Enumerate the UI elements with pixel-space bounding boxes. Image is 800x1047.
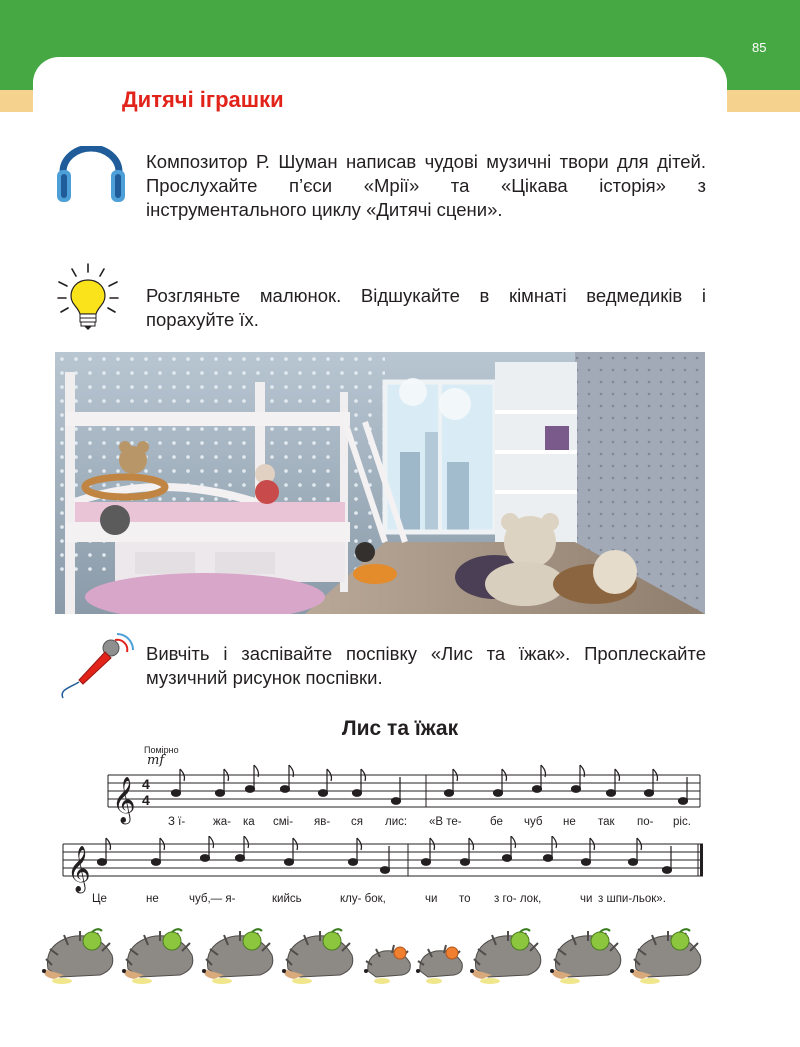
- lyric-1-12: так: [598, 816, 615, 828]
- sing-paragraph: Вивчіть і заспівайте поспівку «Лис та їжак». Проплескайте музичний рисунок поспівки.: [146, 643, 706, 688]
- lyric-2-6: чи: [425, 893, 438, 905]
- page-title: Дитячі іграшки: [122, 87, 284, 112]
- hedgehog-9: [630, 929, 701, 984]
- svg-text:𝄞: 𝄞: [67, 846, 91, 892]
- svg-text:4: 4: [142, 792, 150, 808]
- lyric-1-8: «В те-: [429, 816, 462, 828]
- svg-text:𝄞: 𝄞: [112, 777, 136, 823]
- header-stripe-right: [725, 90, 800, 112]
- svg-text:4: 4: [142, 776, 150, 792]
- headphones-icon: [53, 146, 129, 206]
- music-staff-2: [55, 836, 710, 896]
- lyric-1-9: бе: [490, 816, 503, 828]
- dynamic-marking: mf: [147, 753, 165, 768]
- microphone-icon: [55, 632, 135, 702]
- lyric-2-3: чуб,— я-: [189, 893, 236, 905]
- kids-room-photo: [55, 352, 705, 614]
- lyric-1-2: жа-: [213, 816, 231, 828]
- lyric-1-14: ріс.: [673, 816, 691, 828]
- lyric-2-8: з го- лок,: [494, 893, 542, 905]
- lyric-1-1: З ї-: [168, 816, 186, 828]
- hedgehog-border: [40, 925, 710, 990]
- hedgehog-2: [122, 929, 193, 984]
- lyric-1-3: ка: [243, 816, 255, 828]
- lyric-1-4: смі-: [273, 816, 294, 828]
- lyric-2-1: Це: [92, 893, 107, 905]
- lyric-2-2: не: [146, 893, 159, 905]
- lyric-2-9: чи: [580, 893, 593, 905]
- think-paragraph: Розгляньте малюнок. Відшукайте в кімнаті ведмедиків і порахуйте їх.: [146, 285, 706, 330]
- lightbulb-icon: [55, 262, 121, 332]
- song-title: Лис та їжак: [341, 717, 459, 740]
- music-staff-1: [100, 755, 710, 825]
- lyric-1-11: не: [563, 816, 576, 828]
- hedgehog-7: [470, 929, 541, 984]
- lyric-1-7: лис:: [385, 816, 408, 828]
- lyric-2-10: з шпи-льок».: [598, 893, 666, 905]
- lyric-1-6: ся: [351, 816, 363, 828]
- listen-paragraph: Композитор Р. Шуман написав чудові музичні твори для дітей. Прослухайте п’єси «Мрії» та «Цікава історія» з інструментального циклу «Дитячі сцени».: [146, 151, 706, 220]
- page-number: 85: [752, 40, 767, 55]
- tempo-marking: Помірно: [144, 745, 179, 755]
- lyric-1-5: яв-: [314, 816, 331, 828]
- hedgehog-4: [282, 929, 353, 984]
- lyric-2-4: кийсь: [272, 893, 302, 905]
- lyric-2-5: клу- бок,: [340, 893, 386, 905]
- hedgehog-6: [416, 945, 462, 984]
- hedgehog-8: [550, 929, 621, 984]
- lyric-1-10: чуб: [524, 816, 543, 828]
- hedgehog-3: [202, 929, 273, 984]
- hedgehog-1: [42, 929, 113, 984]
- lyric-1-13: по-: [637, 816, 654, 828]
- lyric-2-7: то: [459, 893, 471, 905]
- hedgehog-5: [364, 945, 410, 984]
